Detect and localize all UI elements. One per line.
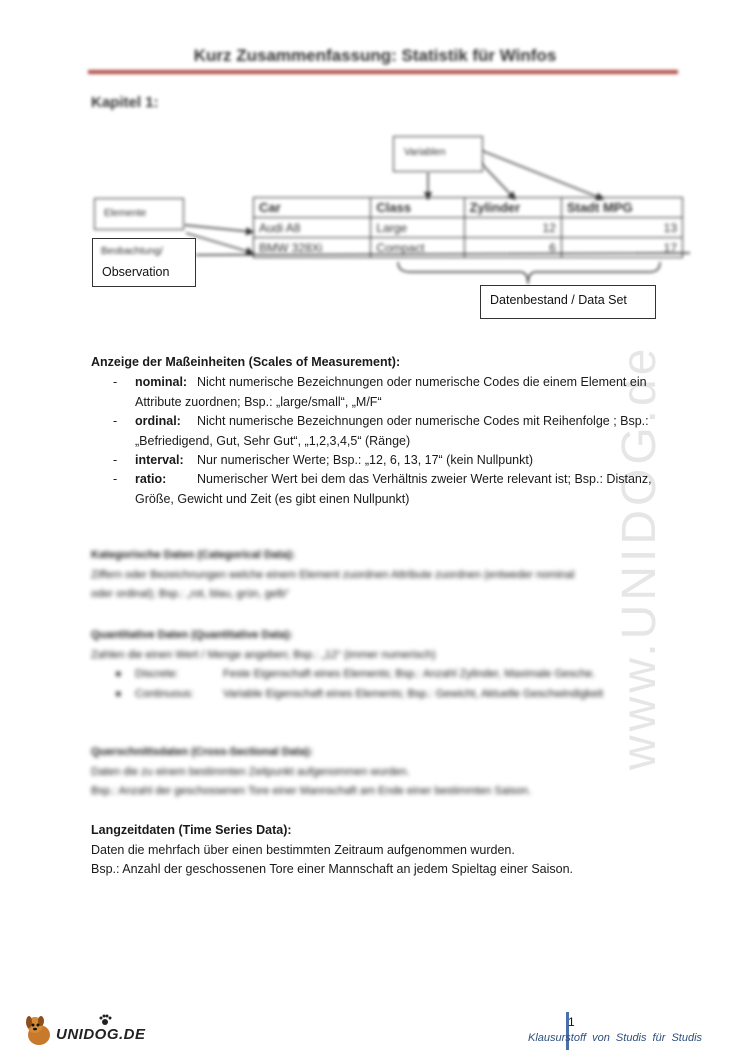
table-header-cell: Class bbox=[371, 198, 464, 218]
dataset-label: Datenbestand / Data Set bbox=[490, 293, 627, 307]
table-cell: Audi A8 bbox=[254, 218, 371, 238]
categorical-line2: oder ordinal); Bsp.: „rot, blau, grün, gelb“ bbox=[91, 588, 290, 600]
scale-desc-line2: Größe, Gewicht und Zeit (es gibt einen Nullpunkt) bbox=[135, 491, 410, 506]
cross-sectional-section bbox=[91, 743, 691, 802]
table-cell: 12 bbox=[464, 218, 561, 238]
variables-label: Variablen bbox=[404, 147, 446, 158]
dataset-diagram bbox=[0, 0, 750, 330]
footer-tagline: Klausurstoff von Studis für Studis bbox=[528, 1032, 703, 1044]
time-series-section bbox=[91, 821, 711, 880]
list-dash: - bbox=[113, 375, 118, 389]
observation-box bbox=[92, 238, 196, 287]
variables-box bbox=[393, 136, 483, 172]
observation-label-bottom: Observation bbox=[102, 265, 170, 279]
elements-label: Elemente bbox=[104, 208, 147, 219]
bullet-icon: ● bbox=[115, 688, 122, 700]
bullet-icon: ● bbox=[115, 668, 122, 680]
scale-term: ratio: bbox=[135, 472, 167, 486]
scale-desc-line1: Nur numerischer Werte; Bsp.: „12, 6, 13, 17“ (kein Nullpunkt) bbox=[197, 453, 534, 467]
cross-sectional-heading: Querschnittsdaten (Cross-Sectional Data): bbox=[91, 746, 313, 758]
quantitative-term: Continuous: bbox=[135, 688, 194, 700]
scale-term: ordinal: bbox=[135, 414, 181, 428]
table-header-cell: Car bbox=[254, 198, 371, 218]
table-cell: 17 bbox=[561, 238, 682, 258]
table-row bbox=[254, 238, 683, 258]
scale-term: nominal: bbox=[135, 375, 188, 389]
scale-desc-line1: Nicht numerische Bezeichnungen oder numerische Codes die einem Element ein bbox=[197, 375, 647, 389]
list-item bbox=[91, 685, 691, 705]
scale-item-ratio bbox=[113, 470, 673, 509]
scale-item-interval bbox=[113, 451, 673, 471]
scales-section bbox=[91, 353, 691, 513]
table-cell: 13 bbox=[561, 218, 682, 238]
data-table bbox=[253, 197, 683, 258]
table-cell: Compact bbox=[371, 238, 464, 258]
chapter-heading: Kapitel 1: bbox=[91, 94, 159, 111]
page-number: 1 bbox=[568, 1015, 575, 1029]
quantitative-term: Discrete: bbox=[135, 668, 179, 680]
quantitative-desc: Feste Eigenschaft eines Elements; Bsp.: Anzahl Zylinder, Maximale Gesche. bbox=[223, 668, 596, 680]
scale-item-nominal bbox=[113, 373, 673, 412]
quantitative-heading: Quantitative Daten (Quantitative Data): bbox=[91, 629, 293, 641]
scale-desc-line2: Attribute zuordnen; Bsp.: „large/small“, „M/F“ bbox=[135, 394, 382, 409]
table-header-cell: Zylinder bbox=[464, 198, 561, 218]
quantitative-section bbox=[91, 626, 691, 705]
document-title: Kurz Zusammenfassung: Statistik für Winfos bbox=[193, 46, 557, 65]
categorical-section bbox=[91, 546, 691, 605]
time-series-line1: Daten die mehrfach über einen bestimmten Zeitraum aufgenommen wurden. bbox=[91, 842, 515, 857]
list-dash: - bbox=[113, 414, 118, 428]
scales-heading: Anzeige der Maßeinheiten (Scales of Measurement): bbox=[91, 355, 401, 369]
dog-icon bbox=[22, 1013, 56, 1047]
table-row bbox=[254, 218, 683, 238]
scale-desc-line1: Numerischer Wert bei dem das Verhältnis zweier Werte relevant ist; Bsp.: Distanz, bbox=[197, 472, 652, 486]
observation-label-top: Beobachtung/ bbox=[101, 246, 163, 257]
table-header-row bbox=[254, 198, 683, 218]
list-dash: - bbox=[113, 453, 118, 467]
scale-desc-line2: „Befriedigend, Gut, Sehr Gut“, „1,2,3,4,5“ (Ränge) bbox=[135, 433, 411, 448]
table-cell: Large bbox=[371, 218, 464, 238]
scale-term: interval: bbox=[135, 453, 184, 467]
quantitative-desc: Variable Eigenschaft eines Elements; Bsp.: Gewicht, Aktuelle Geschwindigkeit bbox=[223, 688, 604, 700]
cross-sectional-line2: Bsp.: Anzahl der geschossenen Tore einer Mannschaft am Ende einer bestimmten Saison. bbox=[91, 785, 532, 797]
list-item bbox=[91, 665, 691, 685]
table-cell: BMW 328Xi bbox=[254, 238, 371, 258]
categorical-line1: Ziffern oder Bezeichnungen welche einem Element zuordnen Attribute zuordnen (entweder nominal bbox=[91, 568, 575, 581]
categorical-heading: Kategorische Daten (Categorical Data): bbox=[91, 549, 296, 561]
time-series-line2: Bsp.: Anzahl der geschossenen Tore einer Mannschaft an jedem Spieltag einer Saison. bbox=[91, 862, 574, 876]
time-series-heading: Langzeitdaten (Time Series Data): bbox=[91, 823, 292, 837]
list-dash: - bbox=[113, 472, 118, 486]
footer-logo-text: UNIDOG.DE bbox=[56, 1026, 146, 1043]
quantitative-line1: Zahlen die einen Wert / Menge angeben; Bsp.: „12“ (immer numerisch) bbox=[91, 648, 436, 661]
scale-item-ordinal bbox=[113, 412, 673, 451]
dataset-box bbox=[480, 285, 656, 319]
watermark: www.UNIDOG.de bbox=[613, 344, 666, 770]
scale-desc-line1: Nicht numerische Bezeichnungen oder numerische Codes mit Reihenfolge ; Bsp.: bbox=[197, 414, 649, 428]
elements-box bbox=[94, 198, 184, 230]
table-cell: 6 bbox=[464, 238, 561, 258]
cross-sectional-line1: Daten die zu einem bestimmten Zeitpunkt aufgenommen wurden. bbox=[91, 765, 410, 778]
table-header-cell: Stadt MPG bbox=[561, 198, 682, 218]
paw-icon bbox=[98, 1013, 112, 1027]
